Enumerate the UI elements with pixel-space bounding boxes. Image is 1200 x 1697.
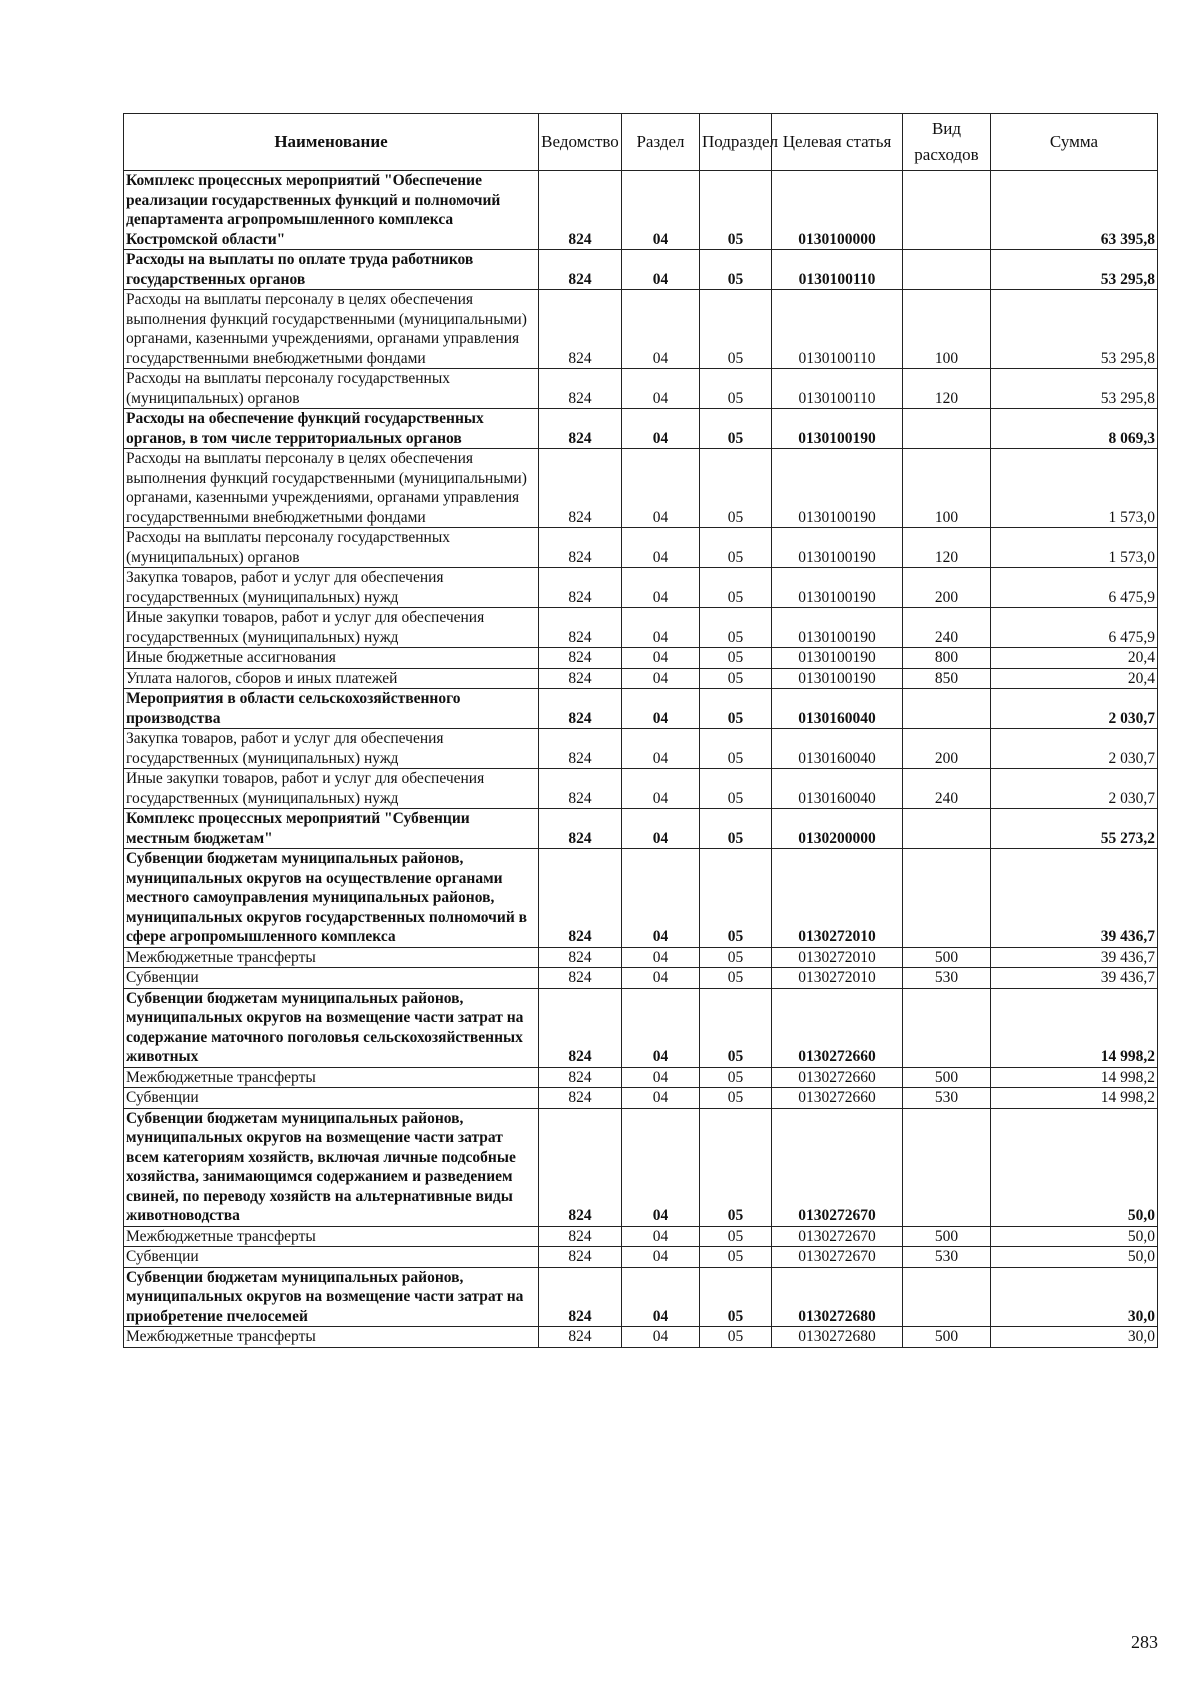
cell-razdel: 04 <box>622 988 700 1067</box>
cell-podrazdel: 05 <box>700 250 772 290</box>
cell-vedomstvo: 824 <box>539 449 622 528</box>
cell-podrazdel: 05 <box>700 369 772 409</box>
cell-summa: 50,0 <box>991 1108 1158 1226</box>
table-row <box>124 290 1158 369</box>
cell-razdel: 04 <box>622 409 700 449</box>
cell-razdel: 04 <box>622 1108 700 1226</box>
cell-vedomstvo: 824 <box>539 409 622 449</box>
cell-summa: 14 998,2 <box>991 1088 1158 1109</box>
cell-celevaya-statya: 0130272010 <box>772 849 903 948</box>
header-vid-rashodov: Вид расходов <box>903 114 991 171</box>
cell-podrazdel: 05 <box>700 409 772 449</box>
cell-summa: 50,0 <box>991 1247 1158 1268</box>
cell-podrazdel: 05 <box>700 1067 772 1088</box>
cell-summa: 39 436,7 <box>991 968 1158 989</box>
cell-razdel: 04 <box>622 968 700 989</box>
cell-razdel: 04 <box>622 1327 700 1348</box>
cell-vid-rashodov: 200 <box>903 568 991 608</box>
cell-vid-rashodov <box>903 409 991 449</box>
cell-celevaya-statya: 0130100190 <box>772 568 903 608</box>
cell-celevaya-statya: 0130272660 <box>772 1067 903 1088</box>
cell-celevaya-statya: 0130100190 <box>772 648 903 669</box>
table-row <box>124 849 1158 948</box>
cell-celevaya-statya: 0130160040 <box>772 689 903 729</box>
cell-summa: 30,0 <box>991 1267 1158 1327</box>
cell-podrazdel: 05 <box>700 988 772 1067</box>
cell-celevaya-statya: 0130272010 <box>772 968 903 989</box>
table-row <box>124 968 1158 989</box>
cell-razdel: 04 <box>622 1267 700 1327</box>
cell-summa: 2 030,7 <box>991 729 1158 769</box>
cell-vid-rashodov <box>903 988 991 1067</box>
cell-razdel: 04 <box>622 809 700 849</box>
cell-razdel: 04 <box>622 290 700 369</box>
cell-name: Субвенции <box>124 1247 539 1268</box>
cell-podrazdel: 05 <box>700 1247 772 1268</box>
cell-name: Расходы на обеспечение функций государственных органов, в том числе территориальных органов <box>124 409 539 449</box>
cell-razdel: 04 <box>622 250 700 290</box>
cell-podrazdel: 05 <box>700 809 772 849</box>
table-row <box>124 568 1158 608</box>
cell-vedomstvo: 824 <box>539 947 622 968</box>
cell-celevaya-statya: 0130272670 <box>772 1226 903 1247</box>
cell-vedomstvo: 824 <box>539 988 622 1067</box>
cell-vedomstvo: 824 <box>539 809 622 849</box>
cell-celevaya-statya: 0130272670 <box>772 1247 903 1268</box>
cell-podrazdel: 05 <box>700 1327 772 1348</box>
cell-summa: 1 573,0 <box>991 449 1158 528</box>
table-header <box>124 114 1158 171</box>
table-row <box>124 1247 1158 1268</box>
cell-name: Межбюджетные трансферты <box>124 1226 539 1247</box>
table-row <box>124 809 1158 849</box>
cell-vedomstvo: 824 <box>539 568 622 608</box>
cell-vedomstvo: 824 <box>539 968 622 989</box>
cell-name: Комплекс процессных мероприятий "Субвенции местным бюджетам" <box>124 809 539 849</box>
cell-summa: 20,4 <box>991 668 1158 689</box>
cell-summa: 6 475,9 <box>991 568 1158 608</box>
table-row <box>124 1327 1158 1348</box>
table-row <box>124 1226 1158 1247</box>
cell-vedomstvo: 824 <box>539 668 622 689</box>
cell-razdel: 04 <box>622 947 700 968</box>
table-row <box>124 171 1158 250</box>
cell-summa: 53 295,8 <box>991 250 1158 290</box>
cell-name: Расходы на выплаты по оплате труда работников государственных органов <box>124 250 539 290</box>
cell-celevaya-statya: 0130100000 <box>772 171 903 250</box>
table-row <box>124 1108 1158 1226</box>
cell-vid-rashodov <box>903 1267 991 1327</box>
cell-summa: 14 998,2 <box>991 988 1158 1067</box>
table-row <box>124 528 1158 568</box>
cell-vid-rashodov: 100 <box>903 290 991 369</box>
cell-name: Субвенции <box>124 968 539 989</box>
cell-vid-rashodov: 850 <box>903 668 991 689</box>
cell-name: Межбюджетные трансферты <box>124 947 539 968</box>
header-podrazdel: Подраздел <box>700 114 772 171</box>
cell-podrazdel: 05 <box>700 689 772 729</box>
header-name: Наименование <box>124 114 539 171</box>
cell-vedomstvo: 824 <box>539 729 622 769</box>
cell-name: Комплекс процессных мероприятий "Обеспечение реализации государственных функций и полномочий департамента агропромышленного комплекса Костромской области" <box>124 171 539 250</box>
cell-podrazdel: 05 <box>700 968 772 989</box>
cell-vedomstvo: 824 <box>539 769 622 809</box>
cell-vid-rashodov: 500 <box>903 1226 991 1247</box>
cell-razdel: 04 <box>622 528 700 568</box>
cell-vedomstvo: 824 <box>539 1088 622 1109</box>
cell-summa: 20,4 <box>991 648 1158 669</box>
cell-podrazdel: 05 <box>700 290 772 369</box>
cell-vid-rashodov: 240 <box>903 769 991 809</box>
cell-name: Иные бюджетные ассигнования <box>124 648 539 669</box>
cell-podrazdel: 05 <box>700 1267 772 1327</box>
cell-razdel: 04 <box>622 1247 700 1268</box>
cell-vid-rashodov <box>903 809 991 849</box>
cell-celevaya-statya: 0130272680 <box>772 1327 903 1348</box>
cell-podrazdel: 05 <box>700 668 772 689</box>
cell-vedomstvo: 824 <box>539 1267 622 1327</box>
cell-razdel: 04 <box>622 849 700 948</box>
cell-celevaya-statya: 0130272010 <box>772 947 903 968</box>
cell-vid-rashodov: 240 <box>903 608 991 648</box>
cell-summa: 55 273,2 <box>991 809 1158 849</box>
cell-podrazdel: 05 <box>700 449 772 528</box>
cell-name: Уплата налогов, сборов и иных платежей <box>124 668 539 689</box>
cell-summa: 53 295,8 <box>991 290 1158 369</box>
table-row <box>124 369 1158 409</box>
header-summa: Сумма <box>991 114 1158 171</box>
cell-vid-rashodov <box>903 849 991 948</box>
cell-vid-rashodov: 120 <box>903 369 991 409</box>
cell-name: Закупка товаров, работ и услуг для обеспечения государственных (муниципальных) нужд <box>124 729 539 769</box>
cell-celevaya-statya: 0130100190 <box>772 409 903 449</box>
cell-razdel: 04 <box>622 1088 700 1109</box>
cell-summa: 30,0 <box>991 1327 1158 1348</box>
table-row <box>124 250 1158 290</box>
cell-vedomstvo: 824 <box>539 648 622 669</box>
cell-name: Иные закупки товаров, работ и услуг для обеспечения государственных (муниципальных) нужд <box>124 608 539 648</box>
table-row <box>124 769 1158 809</box>
cell-summa: 8 069,3 <box>991 409 1158 449</box>
cell-razdel: 04 <box>622 689 700 729</box>
cell-celevaya-statya: 0130272660 <box>772 988 903 1067</box>
cell-vedomstvo: 824 <box>539 1226 622 1247</box>
cell-celevaya-statya: 0130100110 <box>772 250 903 290</box>
cell-podrazdel: 05 <box>700 1108 772 1226</box>
cell-razdel: 04 <box>622 171 700 250</box>
cell-celevaya-statya: 0130100190 <box>772 528 903 568</box>
cell-vedomstvo: 824 <box>539 849 622 948</box>
cell-razdel: 04 <box>622 608 700 648</box>
cell-razdel: 04 <box>622 568 700 608</box>
cell-name: Субвенции <box>124 1088 539 1109</box>
table-row <box>124 648 1158 669</box>
cell-vid-rashodov: 100 <box>903 449 991 528</box>
cell-celevaya-statya: 0130100190 <box>772 449 903 528</box>
cell-vedomstvo: 824 <box>539 1067 622 1088</box>
table-row <box>124 1067 1158 1088</box>
cell-podrazdel: 05 <box>700 947 772 968</box>
cell-vedomstvo: 824 <box>539 608 622 648</box>
cell-vid-rashodov: 800 <box>903 648 991 669</box>
cell-podrazdel: 05 <box>700 1226 772 1247</box>
cell-summa: 1 573,0 <box>991 528 1158 568</box>
table-row <box>124 608 1158 648</box>
cell-name: Мероприятия в области сельскохозяйственного производства <box>124 689 539 729</box>
cell-vedomstvo: 824 <box>539 290 622 369</box>
cell-name: Расходы на выплаты персоналу государственных (муниципальных) органов <box>124 528 539 568</box>
cell-celevaya-statya: 0130100190 <box>772 608 903 648</box>
cell-celevaya-statya: 0130100110 <box>772 369 903 409</box>
cell-razdel: 04 <box>622 648 700 669</box>
cell-summa: 2 030,7 <box>991 689 1158 729</box>
table-row <box>124 1267 1158 1327</box>
cell-summa: 2 030,7 <box>991 769 1158 809</box>
cell-summa: 6 475,9 <box>991 608 1158 648</box>
cell-name: Расходы на выплаты персоналу в целях обеспечения выполнения функций государственными (муниципальными) органами, казенными учреждениями, органами управления государственными внебюджетными фондами <box>124 290 539 369</box>
cell-vedomstvo: 824 <box>539 171 622 250</box>
cell-name: Межбюджетные трансферты <box>124 1327 539 1348</box>
table-row <box>124 729 1158 769</box>
cell-summa: 53 295,8 <box>991 369 1158 409</box>
cell-name: Закупка товаров, работ и услуг для обеспечения государственных (муниципальных) нужд <box>124 568 539 608</box>
cell-summa: 39 436,7 <box>991 849 1158 948</box>
cell-name: Межбюджетные трансферты <box>124 1067 539 1088</box>
cell-podrazdel: 05 <box>700 528 772 568</box>
cell-vid-rashodov <box>903 689 991 729</box>
cell-razdel: 04 <box>622 1226 700 1247</box>
header-celevaya-statya: Целевая статья <box>772 114 903 171</box>
cell-celevaya-statya: 0130272670 <box>772 1108 903 1226</box>
cell-celevaya-statya: 0130272680 <box>772 1267 903 1327</box>
cell-podrazdel: 05 <box>700 608 772 648</box>
cell-razdel: 04 <box>622 369 700 409</box>
table-row <box>124 947 1158 968</box>
cell-podrazdel: 05 <box>700 171 772 250</box>
header-vedomstvo: Ведомство <box>539 114 622 171</box>
cell-vid-rashodov: 530 <box>903 1247 991 1268</box>
table-row <box>124 409 1158 449</box>
cell-vedomstvo: 824 <box>539 1108 622 1226</box>
cell-podrazdel: 05 <box>700 568 772 608</box>
cell-name: Субвенции бюджетам муниципальных районов, муниципальных округов на возмещение части затрат всем категориям хозяйств, включая личные подсобные хозяйства, занимающимся содержанием и разведением свиней, по переводу хозяйств на альтернативные виды животноводства <box>124 1108 539 1226</box>
table-row <box>124 689 1158 729</box>
cell-vid-rashodov <box>903 250 991 290</box>
cell-summa: 63 395,8 <box>991 171 1158 250</box>
cell-vedomstvo: 824 <box>539 369 622 409</box>
cell-celevaya-statya: 0130100190 <box>772 668 903 689</box>
cell-summa: 14 998,2 <box>991 1067 1158 1088</box>
cell-celevaya-statya: 0130272660 <box>772 1088 903 1109</box>
cell-summa: 39 436,7 <box>991 947 1158 968</box>
cell-podrazdel: 05 <box>700 769 772 809</box>
cell-celevaya-statya: 0130160040 <box>772 769 903 809</box>
cell-celevaya-statya: 0130100110 <box>772 290 903 369</box>
table-row <box>124 988 1158 1067</box>
cell-podrazdel: 05 <box>700 729 772 769</box>
cell-vid-rashodov <box>903 1108 991 1226</box>
cell-vid-rashodov: 500 <box>903 947 991 968</box>
cell-vid-rashodov: 120 <box>903 528 991 568</box>
cell-celevaya-statya: 0130200000 <box>772 809 903 849</box>
header-row <box>124 114 1158 171</box>
table-row <box>124 668 1158 689</box>
cell-celevaya-statya: 0130160040 <box>772 729 903 769</box>
cell-podrazdel: 05 <box>700 1088 772 1109</box>
cell-vid-rashodov <box>903 171 991 250</box>
cell-vid-rashodov: 530 <box>903 1088 991 1109</box>
header-razdel: Раздел <box>622 114 700 171</box>
cell-name: Расходы на выплаты персоналу в целях обеспечения выполнения функций государственными (муниципальными) органами, казенными учреждениями, органами управления государственными внебюджетными фондами <box>124 449 539 528</box>
cell-name: Расходы на выплаты персоналу государственных (муниципальных) органов <box>124 369 539 409</box>
cell-name: Иные закупки товаров, работ и услуг для обеспечения государственных (муниципальных) нужд <box>124 769 539 809</box>
cell-vid-rashodov: 200 <box>903 729 991 769</box>
cell-summa: 50,0 <box>991 1226 1158 1247</box>
cell-name: Субвенции бюджетам муниципальных районов, муниципальных округов на осуществление органами местного самоуправления муниципальных районов, муниципальных округов государственных полномочий в сфере агропромышленного комплекса <box>124 849 539 948</box>
cell-vedomstvo: 824 <box>539 250 622 290</box>
cell-razdel: 04 <box>622 668 700 689</box>
cell-vedomstvo: 824 <box>539 1247 622 1268</box>
cell-podrazdel: 05 <box>700 849 772 948</box>
cell-vid-rashodov: 530 <box>903 968 991 989</box>
table-body <box>124 171 1158 1348</box>
cell-vedomstvo: 824 <box>539 528 622 568</box>
cell-vid-rashodov: 500 <box>903 1067 991 1088</box>
cell-razdel: 04 <box>622 449 700 528</box>
cell-podrazdel: 05 <box>700 648 772 669</box>
cell-name: Субвенции бюджетам муниципальных районов, муниципальных округов на возмещение части затрат на приобретение пчелосемей <box>124 1267 539 1327</box>
cell-razdel: 04 <box>622 769 700 809</box>
table-row <box>124 449 1158 528</box>
cell-razdel: 04 <box>622 729 700 769</box>
cell-name: Субвенции бюджетам муниципальных районов, муниципальных округов на возмещение части затрат на содержание маточного поголовья сельскохозяйственных животных <box>124 988 539 1067</box>
page-number: 283 <box>1131 1632 1158 1652</box>
budget-table <box>123 113 1158 1348</box>
cell-vid-rashodov: 500 <box>903 1327 991 1348</box>
table-row <box>124 1088 1158 1109</box>
cell-razdel: 04 <box>622 1067 700 1088</box>
cell-vedomstvo: 824 <box>539 1327 622 1348</box>
cell-vedomstvo: 824 <box>539 689 622 729</box>
